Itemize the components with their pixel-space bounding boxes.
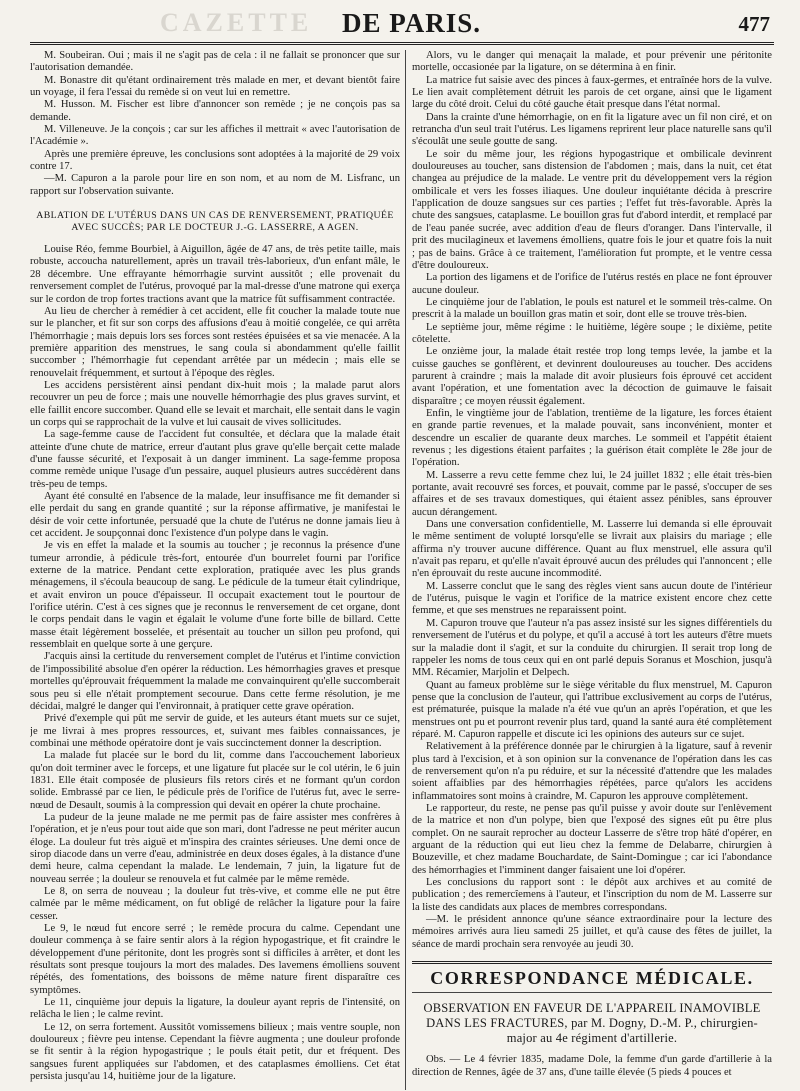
paragraph: M. Villeneuve. Je la conçois ; car sur les affiches il mettrait « avec l'autorisation de l'Académie ». (30, 124, 400, 148)
article-continuation (412, 50, 772, 951)
paragraph: Dans une conversation confidentielle, M. Lasserre lui demanda si elle éprouvait le même sentiment de volupté lorsqu'elle se livrait aux plaisirs du mariage ; elle affirma n'y trouver aucune différence. Quant au flux menstruel, elle assura qu'il n'avait pas reparu, et qu'elle n'avait éprouvé aucun des préludes qui l'annoncent ; elle n'en éprouvait du reste aucune incommodité. (412, 519, 772, 580)
paragraph: La portion des ligamens et de l'orifice de l'utérus restés en place ne font éprouver aucune douleur. (412, 272, 772, 296)
paragraph: Louise Réo, femme Bourbiel, à Aiguillon, âgée de 47 ans, de très petite taille, mais robuste, accoucha naturellement, après un travail très-laborieux, d'un enfant mâle, le 28 décembre. Une effrayante hémorrhagie survint aussitôt ; elle provenait du renversement complet de l'utérus, provoqué par la mal-dresse d'une matrone qui exerça sur le cordon de trop fortes tractions avant que la matrice fût suffisamment contractée. (30, 244, 400, 305)
right-column (412, 50, 772, 1090)
paragraph: La sage-femme cause de l'accident fut consultée, et déclara que la malade était atteinte d'une chute de matrice, erreur d'autant plus grave qu'elle berçait cette malade d'une fausse sécurité, et l'exposait à un danger imminent. La sage-femme proposa comme remède unique l'usage d'un pessaire, auquel plusieurs autres succédèrent dans très-peu de temps. (30, 429, 400, 490)
paragraph: La pudeur de la jeune malade ne me permit pas de faire assister mes confrères à l'opération, et je n'eus pour tout aide que son mari, dont l'adresse ne peut mériter aucun éloge. La douleur fut très aiguë et m'inspira des craintes sérieuses. Une demi once de sirop diacode dans un verre d'eau, administrée en deux doses égales, à la distance d'une demi heure, calma cependant la malade. Le lendemain, 7 juin, la ligature fut de nouveau serrée ; la douleur se renouvela et fut calmée par le même remède. (30, 811, 400, 885)
paragraph: Le 9, le nœud fut encore serré ; le remède procura du calme. Cependant une douleur commença à se faire sentir alors à la région hypogastrique, et fit craindre le développement d'une péritonite, dont les progrès sont si difficiles à arrêter, et dont les résultats sont presque toujours la mort des malades. Des lavemens émolliens souvent répétés, des fomentations, des boissons de même nature firent disparaître ces symptômes. (30, 923, 400, 996)
page-number: 477 (738, 12, 770, 36)
paragraph: Je vis en effet la malade et la soumis au toucher ; je reconnus la présence d'une tumeur arrondie, à pédicule très-fort, entourée d'un bourrelet fourni par l'orifice externe de la matrice. Pendant cette exploration, pratiquée avec les plus grands ménagemens, il s'écoula beaucoup de sang. Le pédicule de la tumeur était cylindrique, et avait environ un pouce d'épaisseur. Il occupait exactement tout le pourtour de l'orifice utérin. C'est à ces signes que je reconnus le renversement de cet organe, dont le corps pendait dans le vagin et égalait le volume d'une forte bille de billard. Cette masse était légèrement bosselée, et présentait au toucher un sillon peu profond, qui ressemblait en quelque sorte à une gerçure. (30, 540, 400, 651)
paragraph: Au lieu de chercher à remédier à cet accident, elle fit coucher la malade toute nue sur le plancher, et fit sur son corps des affusions d'eau à moitié congelée, ce qui arrêta l'hémorrhagie ; mais depuis lors ses forces sont restées épuisées et sa vie menacée. A la première apparition des menstrues, le sang coula si abondamment qu'elle faillit succomber ; l'hémorrhagie fut cependant arrêtée par un médecin ; mais elle se renouvelait fréquemment, et surtout à l'époque des règles. (30, 305, 400, 379)
paragraph: —M. Capuron a la parole pour lire en son nom, et au nom de M. Lisfranc, un rapport sur l'observation suivante. (30, 173, 400, 197)
observation-opening-paragraph: Obs. — Le 4 février 1835, madame Dole, la femme d'un garde d'artillerie à la direction de Rennes, âgée de 37 ans, d'une taille élevée (5 pieds 4 pouces et (412, 1054, 772, 1078)
paragraph: Dans la crainte d'une hémorrhagie, on en fit la ligature avec un fil non ciré, et on retrancha d'un seul trait l'utérus. Les ligamens reprirent leur place naturelle sans qu'il s'écoulât une seule goutte de sang. (412, 111, 772, 148)
paragraph: Après une première épreuve, les conclusions sont adoptées à la majorité de 29 voix contre 17. (30, 148, 400, 173)
paragraph: Alors, vu le danger qui menaçait la malade, et pour prévenir une péritonite mortelle, occasionée par la ligature, on se détermina à en finir. (412, 50, 772, 74)
section-separator (412, 992, 772, 993)
paragraph: Le 12, on serra fortement. Aussitôt vomissemens bilieux ; mais ventre souple, non douloureux ; fièvre peu intense. Cependant la fièvre augmenta ; une douleur profonde se fit sentir à la région hypogastrique ; le pouls était petit, dur et fréquent. Des sangsues furent appliquées sur l'abdomen, et des cataplasmes émolliens. Cet état persista jusqu'au 14, huitième jour de la ligature. (30, 1021, 400, 1083)
page-header-title: DE PARIS. (342, 8, 482, 38)
paragraph: La malade fut placée sur le bord du lit, comme dans l'accouchement laborieux qu'on doit terminer avec le forceps, et une ligature fut placée sur le col utérin, le 6 juin 1831. Elle était composée de plusieurs fils retors cirés et ne formant qu'un cordon solide. Embrassé par ce lien, le pédicule près de l'orifice de l'utérus fut, avec le serre-nœud de Desault, soumis à la compression qui devait en opérer la chute prochaine. (30, 750, 400, 811)
bleed-through-header: CAZETTE (160, 8, 313, 37)
paragraph: Le soir du même jour, les régions hypogastrique et ombilicale devinrent douloureuses au toucher, sans distension de l'abdomen ; mais, dans la nuit, cet état changea au préjudice de la malade. Le ventre prit du développement vers la région ombilicale et vers les fosses iliaques. Une douleur inquiétante décida à prescrire l'application de douze sangsues sur ces parties ; l'effet fut très-favorable. Après la chute des sangsues, cataplasme. Le bouillon gras fut d'abord interdit, et remplacé par de l'eau panée sucrée, avec addition d'eau de fleurs d'oranger. Dans l'intervalle, il prit des mucilagineux et lavemens émolliens, quatre fois le jour et quatre fois la nuit ; pas de bains. Grâce à ce traitement, l'amélioration fut prompte, et le ventre cessa d'être douloureux. (412, 148, 772, 271)
left-column (30, 50, 400, 1090)
paragraph: Le 8, on serra de nouveau ; la douleur fut très-vive, et comme elle ne put être calmée par le même médicament, on fut obligé de relâcher la ligature pour la faire cesser. (30, 886, 400, 922)
paragraph: —M. le président annonce qu'une séance extraordinaire pour la lecture des mémoires arrivés aura lieu samedi 25 juillet, et qu'à cause des fêtes de juillet, la séance de mardi prochain sera renvoyée au jeudi 30. (412, 914, 772, 950)
paragraph: M. Lasserre a revu cette femme chez lui, le 24 juillet 1832 ; elle était très-bien portante, avait recouvré ses forces, et pouvait, comme par le passé, s'occuper de ses affaires et de ses travaux domestiques, qui étaient assez pénibles, sans éprouver aucun dérangement. (412, 469, 772, 518)
observation-title: OBSERVATION EN FAVEUR DE L'APPAREIL INAMOVIBLE DANS LES FRACTURES, par M. Dogny, D.-M. P., chirurgien-major au 4e régiment d'artillerie. (423, 1001, 761, 1046)
paragraph: Le onzième jour, la malade était restée trop long temps levée, la jambe et la cuisse gauches se gonflèrent, et devinrent douloureuses au toucher. Des accidens parurent à craindre ; mais la malade dit avoir plusieurs fois éprouvé cet accident avant l'opération, et une fomentation avec la décoction de guimauve le faisait disparaître ; ce moyen réussit également. (412, 346, 772, 407)
paragraph: Privé d'exemple qui pût me servir de guide, et les auteurs étant muets sur ce sujet, je me livrai à mes propres ressources, et, suivant mes faibles connaissances, je combinai une méthode opératoire dont je vais succinctement donner la description. (30, 713, 400, 749)
section-title: CORRESPONDANCE MÉDICALE. (430, 968, 754, 989)
paragraph: Les conclusions du rapport sont : le dépôt aux archives et au comité de publication ; des remercîemens à l'auteur, et l'inscription du nom de M. Lasserre sur la liste des candidats aux places de membres correspondans. (412, 877, 772, 913)
article-title: ABLATION DE L'UTÉRUS DANS UN CAS DE RENVERSEMENT, PRATIQUÉE AVEC SUCCÈS; PAR LE DOCTEUR J.-G. LASSERRE, A AGEN. (36, 210, 394, 234)
paragraph: Le 11, cinquième jour depuis la ligature, la douleur ayant repris de l'intensité, on relâcha le lien ; le calme revint. (30, 997, 400, 1021)
paragraph: M. Husson. M. Fischer est libre d'annoncer son remède ; je ne conçois pas sa demande. (30, 99, 400, 123)
paragraph: M. Bonastre dit qu'étant ordinairement très malade en mer, et devant bientôt faire un voyage, il fera l'essai du remède si on veut lui en remettre. (30, 74, 400, 99)
article-body (30, 244, 400, 1083)
paragraph: La matrice fut saisie avec des pinces à faux-germes, et entraînée hors de la vulve. Le lien avait complètement détruit les parois de cet organe, ainsi que le ligament large du côté droit. Celui du côté gauche était presque dans l'état normal. (412, 74, 772, 111)
paragraph: Ayant été consulté en l'absence de la malade, leur insuffisance me fit demander si elle perdait du sang en grande quantité ; sur la réponse affirmative, je manifestai le désir de voir cette infortunée, persuadé que la chute de l'utérus ne donne jamais lieu à cet accident. Je soupçonnai donc l'existence d'un polype dans le vagin. (30, 491, 400, 540)
intro-paragraphs (30, 50, 400, 198)
paragraph: Le septième jour, même régime : le huitième, légère soupe ; le dixième, petite côtelette. (412, 321, 772, 345)
paragraph: Le rapporteur, du reste, ne pense pas qu'il puisse y avoir doute sur l'enlèvement de la matrice et non d'un polype, bien que l'exposé des signes eût pu être plus complet. On ne saurait reprocher au docteur Lasserre de s'être trop hâté d'opérer, en arguant de la réduction qui eut lieu chez la femme de Delabarre, chirurgien à Bouzeville, et chez madame Bouchardate, de Saint-Domingue ; car ici l'abondance des hémorrhagies et l'imminent danger faisaient une loi d'opérer. (412, 802, 772, 876)
paragraph: Relativement à la préférence donnée par le chirurgien à la ligature, sauf à revenir plus tard à l'excision, et à son opinion sur la convenance de l'opération dans les cas de renversement qu'on n'a pu réduire, et sur la nécessité d'attendre que les malades soient affaiblies par des hémorrhagies répétées, parce qu'alors les accidens inflammatoires sont moins à craindre, M. Capuron les approuve complètement. (412, 741, 772, 802)
section-rule (412, 961, 772, 964)
paragraph: M. Capuron trouve que l'auteur n'a pas assez insisté sur les signes différentiels du renversement de l'utérus et du polype, et qu'il a accusé à tort les auteurs d'être muets sur la maladie dont il s'agit, et sur la conduite du chirurgien. Il serait trop long de rappeler les noms de tous ceux qui en ont parlé depuis Soranus et Moschion, jusqu'à MM. Récamier, Marjolin et Delpech. (412, 617, 772, 679)
paragraph: J'acquis ainsi la certitude du renversement complet de l'utérus et l'intime conviction de l'impossibilité absolue d'en opérer la réduction. Les hémorrhagies graves et presque mortelles qu'éprouvait fréquemment la malade me convainquirent qu'elle succomberait sous peu si elle n'était promptement secourue. Dans cette ferme résolution, je me décidai, malgré le danger qui l'environnait, à pratiquer cette grave opération. (30, 651, 400, 712)
paragraph: Les accidens persistèrent ainsi pendant dix-huit mois ; la malade parut alors recouvrer un peu de force ; mais une nouvelle hémorrhagie des plus graves survint, et elle faillit encore succomber. Quand elle se levait et marchait, elle sentait dans le vagin un corps qui se rapprochait de la vulve et lui causait de vives sollicitudes. (30, 379, 400, 428)
header-rule (30, 42, 774, 45)
column-divider (405, 50, 406, 1090)
paragraph: M. Lasserre conclut que le sang des règles vient sans aucun doute de l'intérieur de l'utérus, puisque le vagin et l'orifice de la matrice existent encore chez cette femme, et que ses menstrues ne reparaissent point. (412, 580, 772, 617)
paragraph: Le cinquième jour de l'ablation, le pouls est naturel et le sommeil très-calme. On prescrit à la malade un bouillon gras matin et soir, dont elle se trouve très-bien. (412, 296, 772, 321)
paragraph: Quant au fameux problème sur le siège véritable du flux menstruel, M. Capuron pense que la conclusion de l'auteur, qui l'attribue exclusivement au corps de l'utérus, est prématurée, puisque la malade n'a été vue qu'un an après l'opération, et que les menstrues ont pu et pourront revenir plus tard, quand la santé aura été complètement réparé. M. Capuron rappelle et discute ici les opinions des auteurs sur ce sujet. (412, 679, 772, 740)
paragraph: M. Soubeiran. Oui ; mais il ne s'agit pas de cela : il ne fallait se prononcer que sur l'autorisation demandée. (30, 50, 400, 74)
paragraph: Enfin, le vingtième jour de l'ablation, trentième de la ligature, les forces étaient en grande partie revenues, et la malade pouvait, sans inconvénient, monter et descendre un escalier de quarante deux marches. Le sommeil et l'appétit étaient revenus ; les digestions étaient parfaites ; la guérison était complète le 28e jour de l'opération. (412, 407, 772, 469)
